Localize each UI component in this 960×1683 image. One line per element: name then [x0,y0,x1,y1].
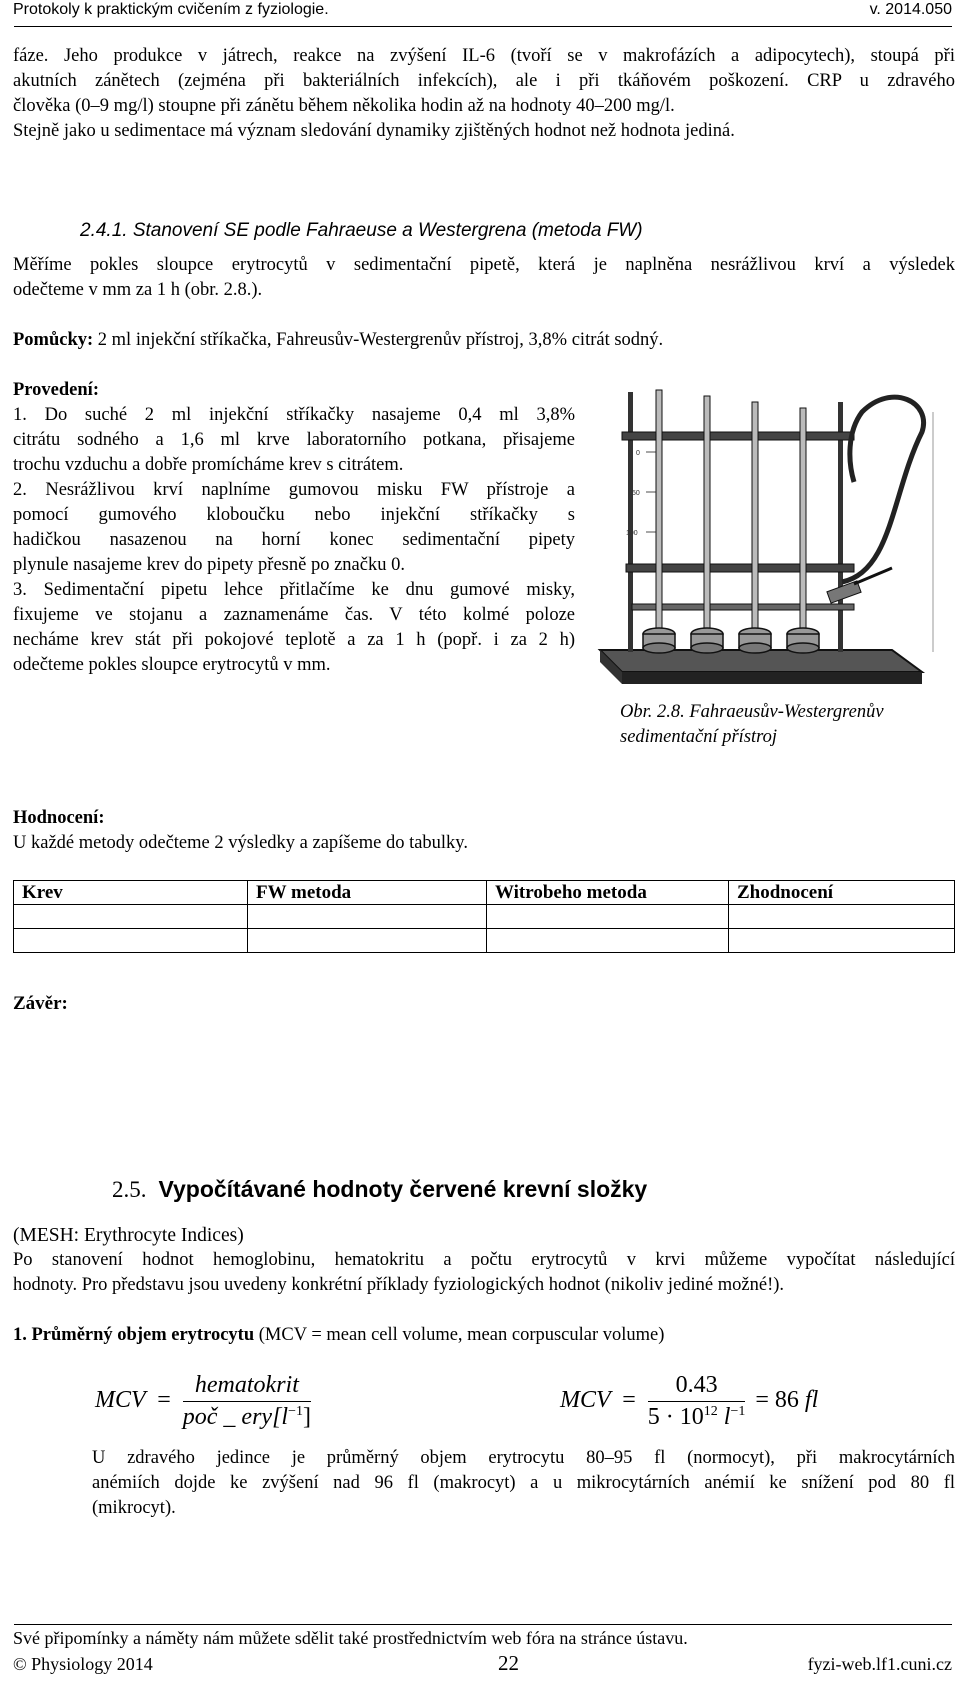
formula-eq: = [157,1387,171,1414]
scale-label-50: 50 [632,490,640,497]
pomucky-line [13,328,663,353]
footer-page-number: 22 [498,1651,519,1675]
step-line: hadičkou nasazenou na horní konec sedimentační pipety [13,530,575,550]
intro-line: fáze. Jeho produkce v játrech, reakce na zvýšení IL-6 (tvoří se v makrofázích a adipocytech), stoupá při [13,46,955,66]
section25-intro: Po stanovení hodnot hemoglobinu, hematokritu a počtu erytrocytů v krvi můžeme vypočítat následující [13,1250,955,1270]
mcv-normal-values: U zdravého jedince je průměrný objem erytrocytu 80–95 fl (normocyt), při makrocytárních [92,1448,955,1468]
table-cell[interactable] [487,905,729,929]
footer-copyright: © Physiology 2014 [13,1654,153,1674]
table-cell[interactable] [487,929,729,953]
mesh-line: (MESH: Erythrocyte Indices) [13,1225,244,1246]
step-line: pomocí gumového kloboučku nebo injekční stříkačky s [13,505,575,525]
footer-website: fyzi-web.lf1.cuni.cz [807,1654,952,1674]
step-line: citrátu sodného a 1,6 ml krve laboratorního potkana, přisajeme [13,430,575,450]
mcv-formula-example [560,1372,818,1431]
apparatus-illustration [592,372,948,692]
table-header-krev: Krev [14,881,248,905]
formula-result: = 86 [755,1387,799,1414]
running-header-title: Protokoly k praktickým cvičením z fyziologie. [13,1,329,18]
mcv-heading [13,1323,664,1348]
table-header-row [14,881,955,905]
scale-label-100: 100 [626,530,638,537]
intro-line: člověka (0–9 mg/l) stoupne při zánětu během několika hodin až na hodnoty 40–200 mg/l. [13,96,675,116]
section25-intro: hodnoty. Pro představu jsou uvedeny konkrétní příklady fyziologických hodnot (nikoliv jediné možné!). [13,1275,785,1295]
table-cell[interactable] [248,905,487,929]
table-header-witrobe: Witrobeho metoda [487,881,729,905]
step-line: 1. Do suché 2 ml injekční stříkačky nasajeme 0,4 ml 3,8% [13,405,575,425]
table-row [14,929,955,953]
mcv-description: (MCV = mean cell volume, mean corpuscular volume) [254,1325,665,1345]
header-rule [14,26,952,27]
formula-fraction [648,1372,746,1431]
table-cell[interactable] [14,929,248,953]
step-line: plynule nasajeme krev do pipety přesně po značku 0. [13,555,405,575]
formula-numerator: hematokrit [183,1372,311,1402]
table-header-zhodnoceni: Zhodnocení [729,881,955,905]
table-cell[interactable] [248,929,487,953]
pomucky-label: Pomůcky: [13,330,94,350]
mcv-formula-definition [95,1372,311,1431]
formula-lhs: MCV [95,1387,146,1414]
zaver-label: Závěr: [13,993,68,1014]
step-line: 2. Nesrážlivou krví naplníme gumovou misku FW přístroje a [13,480,575,500]
section-number: 2.5. [112,1177,147,1202]
figure-caption: sedimentační přístroj [620,727,778,747]
formula-denominator: poč _ $ery[l^{-1}]$ [182,1404,311,1430]
table-cell[interactable] [729,929,955,953]
hodnoceni-text: U každé metody odečteme 2 výsledky a zapíšeme do tabulky. [13,833,468,853]
table-cell[interactable] [14,905,248,929]
step-line: odečteme pokles sloupce erytrocytů v mm. [13,655,331,675]
section-heading-241: 2.4.1. Stanovení SE podle Fahraeuse a Westergrena (metoda FW) [80,220,643,241]
formula-denominator: $5 \cdot 10^{12}$ $l^{-1}$ [647,1404,746,1430]
formula-numerator: 0.43 [648,1372,746,1402]
hodnoceni-label: Hodnocení: [13,808,105,828]
table-row [14,905,955,929]
footer-note: Své připomínky a náměty nám můžete sdělit také prostřednictvím web fóra na stránce ústavu. [13,1628,688,1648]
figure-caption: Obr. 2.8. Fahraeusův-Westergrenův [620,702,884,722]
step-line: necháme krev stát při pokojové teplotě a za 1 h (popř. i za 2 h) [13,630,575,650]
step-line: trochu vzduchu a dobře promícháme krev s citrátem. [13,455,404,475]
table-cell[interactable] [729,905,955,929]
method-description: odečteme v mm za 1 h (obr. 2.8.). [13,280,263,300]
mcv-normal-values: (mikrocyt). [92,1498,176,1518]
formula-fraction [183,1372,311,1431]
results-table [13,880,955,953]
mcv-label: 1. Průměrný objem erytrocytu [13,1325,255,1345]
intro-line: Stejně jako u sedimentace má význam sledování dynamiky zjištěných hodnot než hodnota jediná. [13,121,735,141]
method-description: Měříme pokles sloupce erytrocytů v sedimentační pipetě, která je naplněna nesrážlivou krví a výsledek [13,255,955,275]
mcv-normal-values: anémiích dojde ke zvýšení nad 96 fl (makrocyt) a u mikrocytárních anémií ke snížení pod 80 fl [92,1473,955,1493]
step-line: fixujeme ve stojanu a zaznamenáme čas. V této kolmé poloze [13,605,575,625]
section-title: Vypočítávané hodnoty červené krevní složky [158,1176,648,1202]
step-line: 3. Sedimentační pipetu lehce přitlačíme ke dnu gumové misky, [13,580,575,600]
footer-rule [14,1624,952,1625]
westergren-apparatus-figure [592,372,948,692]
table-header-fw: FW metoda [248,881,487,905]
scale-label-0: 0 [636,450,640,457]
formula-unit: fl [804,1387,819,1414]
intro-line: akutních zánětech (zejména při bakteriálních infekcích), ale i při tkáňovém poškození. CRP u zdravého [13,71,955,91]
provedeni-label: Provedení: [13,380,99,400]
pomucky-text: 2 ml injekční stříkačka, Fahreusův-Westergrenův přístroj, 3,8% citrát sodný. [93,330,664,350]
formula-lhs: MCV [560,1387,611,1414]
section-heading-25 [112,1176,647,1203]
running-header-version: v. 2014.050 [869,1,952,18]
formula-eq: = [622,1387,636,1414]
